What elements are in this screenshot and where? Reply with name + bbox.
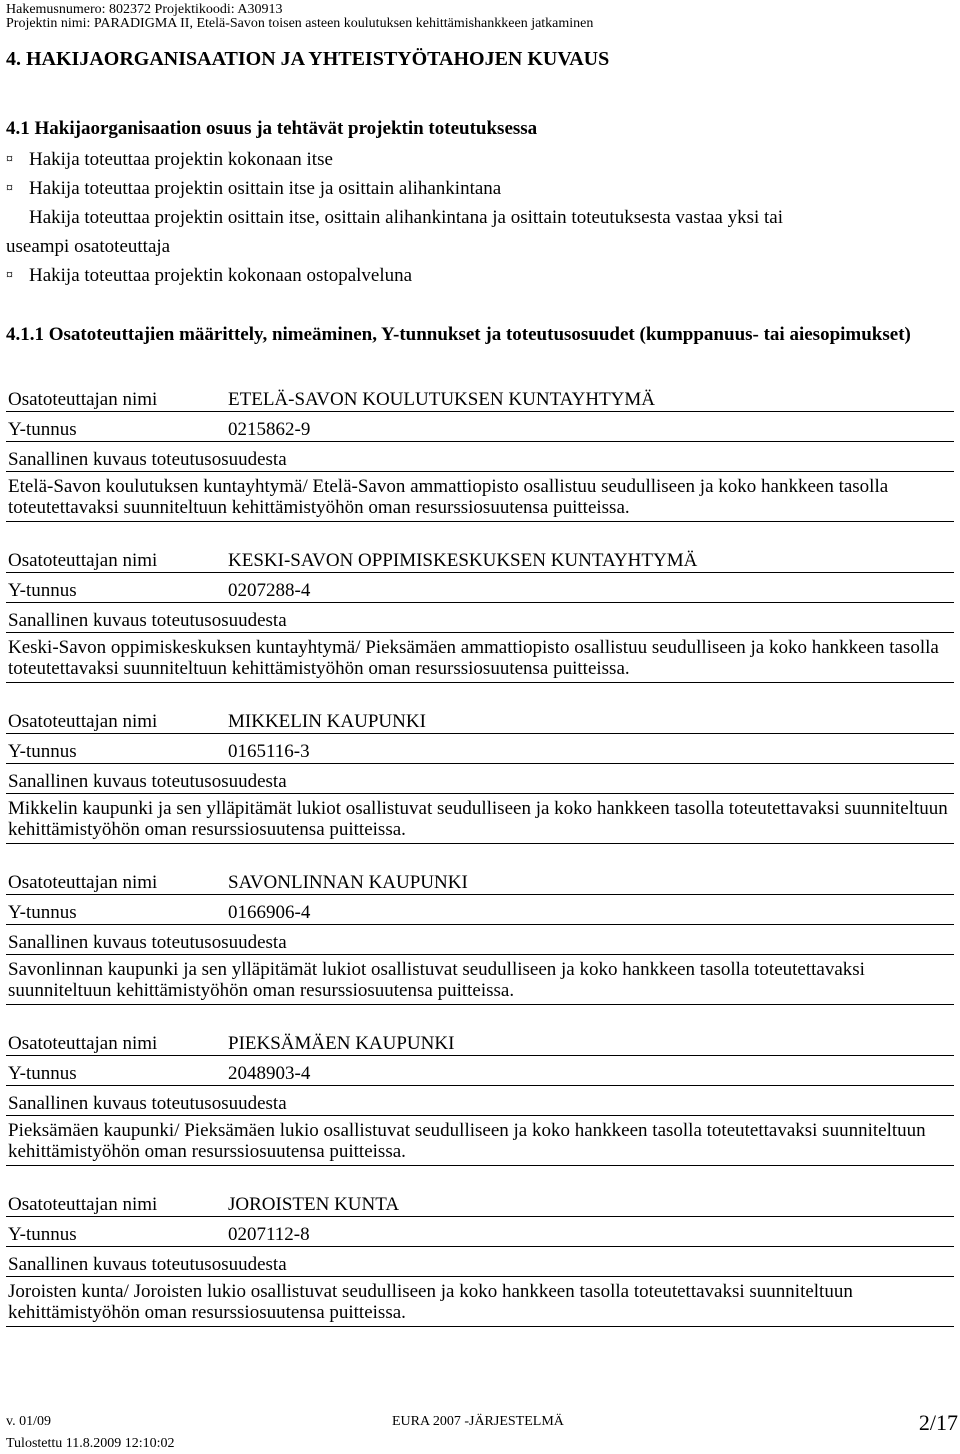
name-label: Osatoteuttajan nimi [8, 1194, 158, 1215]
partner-block [6, 704, 954, 844]
name-label: Osatoteuttajan nimi [8, 389, 158, 410]
subsection-title: 4.1.1 Osatoteuttajien määrittely, nimeäminen, Y-tunnukset ja toteutusosuudet (kumppanuus- tai aiesopimukset) [6, 324, 911, 345]
partner-name: PIEKSÄMÄEN KAUPUNKI [228, 1033, 455, 1054]
partner-description: Etelä-Savon koulutuksen kuntayhtymä/ Etelä-Savon ammattiopisto osallistuu seudulliseen ja koko hankkeen tasolla toteutettavaksi suunniteltuun kehittämistyöhön oman resurssiosuutensa puitteissa. [6, 472, 954, 522]
ytunnus-value: 2048903-4 [228, 1063, 311, 1084]
partner-block [6, 865, 954, 1005]
option-label: Hakija toteuttaa projektin kokonaan itse [29, 149, 333, 170]
ytunnus-value: 0207288-4 [228, 580, 311, 601]
option-label: Hakija toteuttaa projektin kokonaan ostopalveluna [29, 265, 413, 286]
partner-name-row [6, 865, 954, 895]
name-label: Osatoteuttajan nimi [8, 711, 158, 732]
header-project-name: Projektin nimi: PARADIGMA II, Etelä-Savon toisen asteen koulutuksen kehittämishankkeen jatkaminen [6, 16, 594, 31]
option-purchased-service [6, 261, 954, 290]
partner-name: JOROISTEN KUNTA [228, 1194, 400, 1215]
partner-name-row [6, 382, 954, 412]
name-label: Osatoteuttajan nimi [8, 550, 158, 571]
option-whole-self [6, 145, 954, 174]
partner-block [6, 1187, 954, 1327]
description-label: Sanallinen kuvaus toteutusosuudesta [8, 771, 287, 792]
page-title: 4. HAKIJAORGANISAATION JA YHTEISTYÖTAHOJEN KUVAUS [6, 48, 610, 70]
name-label: Osatoteuttajan nimi [8, 872, 158, 893]
partner-description: Pieksämäen kaupunki/ Pieksämäen lukio osallistuvat seudulliseen ja koko hankkeen tasolla toteutettavaksi suunniteltuun kehittämistyöhön oman resurssiosuutensa puitteissa. [6, 1116, 954, 1166]
description-label-row [6, 1247, 954, 1277]
page-number: 2/17 [918, 1410, 958, 1435]
ytunnus-label: Y-tunnus [8, 902, 77, 923]
partner-list [6, 382, 954, 1348]
footer-printed: Tulostettu 11.8.2009 12:10:02 [6, 1436, 175, 1451]
description-label-row [6, 925, 954, 955]
section-4-1 [6, 118, 954, 290]
partner-block [6, 1026, 954, 1166]
partner-description: Keski-Savon oppimiskeskuksen kuntayhtymä/ Pieksämäen ammattiopisto osallistuu seudulliseen ja koko hankkeen tasolla toteutettavaksi suunniteltuun kehittämistyöhön oman resurssiosuutensa puitteissa. [6, 633, 954, 683]
ytunnus-label: Y-tunnus [8, 741, 77, 762]
ytunnus-value: 0207112-8 [228, 1224, 310, 1245]
partner-block [6, 382, 954, 522]
partner-name: KESKI-SAVON OPPIMISKESKUKSEN KUNTAYHTYMÄ [228, 550, 698, 571]
partner-name-row [6, 704, 954, 734]
ytunnus-label: Y-tunnus [8, 1224, 77, 1245]
name-label: Osatoteuttajan nimi [8, 1033, 158, 1054]
ytunnus-row [6, 1217, 954, 1247]
marker-icon: ¤ [6, 268, 13, 283]
section-title: 4.1 Hakijaorganisaation osuus ja tehtävät projektin toteutuksessa [6, 118, 538, 139]
partner-name: SAVONLINNAN KAUPUNKI [228, 872, 468, 893]
partner-description: Joroisten kunta/ Joroisten lukio osallistuvat seudulliseen ja koko hankkeen tasolla toteutettavaksi suunniteltuun kehittämistyöhön oman resurssiosuutensa puitteissa. [6, 1277, 954, 1327]
footer-version: v. 01/09 [6, 1414, 51, 1429]
description-label: Sanallinen kuvaus toteutusosuudesta [8, 932, 287, 953]
option-label-continuation: useampi osatoteuttaja [6, 236, 171, 257]
option-partly-subcontract [6, 174, 954, 203]
ytunnus-value: 0215862-9 [228, 419, 311, 440]
description-label-row [6, 603, 954, 633]
description-label: Sanallinen kuvaus toteutusosuudesta [8, 1254, 287, 1275]
partner-block [6, 543, 954, 683]
description-label-row [6, 1086, 954, 1116]
partner-name: ETELÄ-SAVON KOULUTUKSEN KUNTAYHTYMÄ [228, 389, 656, 410]
marker-icon: ¤ [6, 152, 13, 167]
option-label: Hakija toteuttaa projektin osittain itse, osittain alihankintana ja osittain toteutuksesta vastaa yksi tai [29, 207, 784, 228]
description-label-row [6, 442, 954, 472]
description-label: Sanallinen kuvaus toteutusosuudesta [8, 610, 287, 631]
partner-name: MIKKELIN KAUPUNKI [228, 711, 426, 732]
option-selected-partners [6, 203, 954, 261]
option-label: Hakija toteuttaa projektin osittain itse ja osittain alihankintana [29, 178, 502, 199]
description-label-row [6, 764, 954, 794]
description-label: Sanallinen kuvaus toteutusosuudesta [8, 1093, 287, 1114]
marker-icon: ¤ [6, 181, 13, 196]
ytunnus-value: 0165116-3 [228, 741, 310, 762]
partner-name-row [6, 1026, 954, 1056]
footer-system: EURA 2007 -JÄRJESTELMÄ [392, 1414, 564, 1429]
ytunnus-label: Y-tunnus [8, 580, 77, 601]
partner-name-row [6, 543, 954, 573]
description-label: Sanallinen kuvaus toteutusosuudesta [8, 449, 287, 470]
ytunnus-row [6, 1056, 954, 1086]
header-application-number: Hakemusnumero: 802372 Projektikoodi: A30913 [6, 2, 283, 17]
ytunnus-value: 0166906-4 [228, 902, 311, 923]
ytunnus-label: Y-tunnus [8, 1063, 77, 1084]
partner-name-row [6, 1187, 954, 1217]
ytunnus-row [6, 573, 954, 603]
ytunnus-label: Y-tunnus [8, 419, 77, 440]
ytunnus-row [6, 412, 954, 442]
partner-description: Savonlinnan kaupunki ja sen ylläpitämät lukiot osallistuvat seudulliseen ja koko hankkeen tasolla toteutettavaksi suunniteltuun kehittämistyöhön oman resurssiosuutensa puitteissa. [6, 955, 954, 1005]
partner-description: Mikkelin kaupunki ja sen ylläpitämät lukiot osallistuvat seudulliseen ja koko hankkeen tasolla toteutettavaksi suunniteltuun kehittämistyöhön oman resurssiosuutensa puitteissa. [6, 794, 954, 844]
ytunnus-row [6, 734, 954, 764]
ytunnus-row [6, 895, 954, 925]
